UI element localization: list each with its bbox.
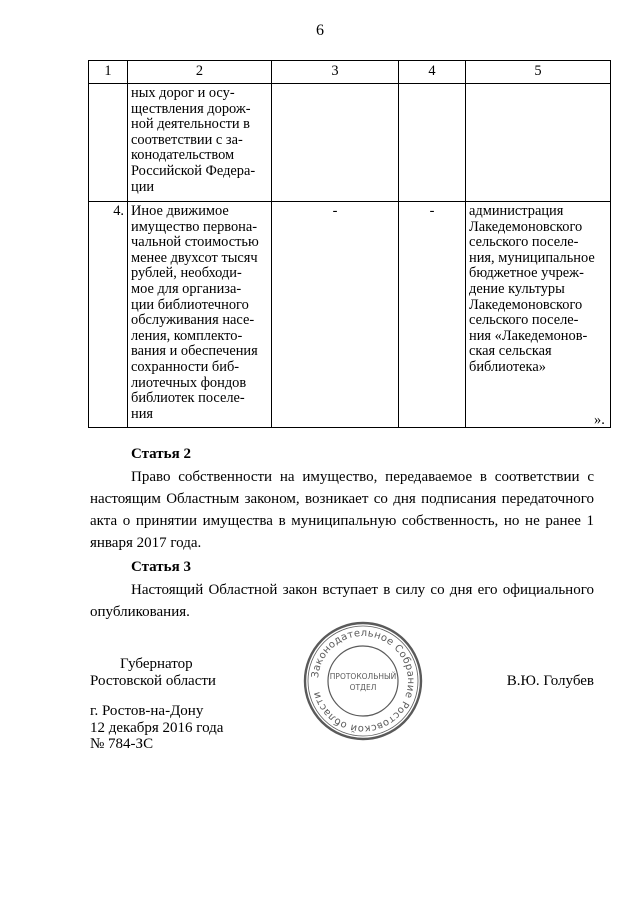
table-cell: - bbox=[272, 202, 399, 428]
table-header-row bbox=[89, 61, 611, 84]
official-stamp bbox=[302, 620, 424, 742]
article2-text: Право собственности на имущество, передаваемое в соответствии с настоящим Областным законом, возникает со дня подписания передаточного акта о принятии имущества в муниципальную собственность, но не ранее 1 января 2017 года. bbox=[90, 469, 594, 551]
recipient bbox=[466, 84, 611, 202]
signatory-name: В.Ю. Голубев bbox=[506, 673, 594, 689]
signatory-title-line2: Ростовской области bbox=[90, 673, 216, 689]
svg-text:Законодательное Собрание Росто bbox=[310, 628, 416, 734]
stamp-inner-line1: ПРОТОКОЛЬНЫЙ bbox=[329, 672, 397, 681]
stamp-outer-text: Законодательное Собрание Ростовской области bbox=[310, 627, 417, 735]
table-header-cell: 4 bbox=[399, 61, 466, 84]
recipient: администрация Лакедемоновского сельского поселе- ния, муниципальное бюджетное учреж- дение культуры Лакедемоновского сельского поселе- ния «Лакедемонов- ская сельская библиотека» bbox=[466, 202, 611, 428]
closing-quote: ». bbox=[594, 412, 605, 428]
signatory-title bbox=[90, 656, 216, 690]
table-row bbox=[89, 84, 611, 202]
property-name: Иное движимое имущество первона- чальной стоимостью менее двухсот тысяч рублей, необходи- мое для организа- ции библиотечного обслуживания насе- ления, комплекто- вания и обеспечения сохранности биб- лиотечных фондов библиотек поселе- ния bbox=[128, 202, 272, 428]
table-header-cell: 3 bbox=[272, 61, 399, 84]
table-header-cell: 5 bbox=[466, 61, 611, 84]
article2-heading: Статья 2 bbox=[131, 446, 191, 462]
article3-text: Настоящий Областной закон вступает в силу со дня его официального опубликования. bbox=[90, 582, 594, 620]
table-header-cell: 1 bbox=[89, 61, 128, 84]
table-header-cell: 2 bbox=[128, 61, 272, 84]
page-number: 6 bbox=[316, 22, 324, 39]
table-row bbox=[89, 202, 611, 428]
row-number: 4. bbox=[89, 202, 128, 428]
law-number: № 784-ЗС bbox=[90, 736, 154, 752]
table-cell bbox=[399, 84, 466, 202]
property-name: ных дорог и осу- ществления дорож- ной деятельности в соответствии с за- конодательством Российской Федера- ции bbox=[128, 84, 272, 202]
place-date-block bbox=[90, 703, 223, 753]
article3-heading: Статья 3 bbox=[131, 559, 191, 575]
table-cell: - bbox=[399, 202, 466, 428]
stamp-inner-line2: ОТДЕЛ bbox=[349, 683, 377, 692]
signatory-title-line1: Губернатор bbox=[120, 656, 193, 672]
city: г. Ростов-на-Дону bbox=[90, 703, 204, 719]
row-number bbox=[89, 84, 128, 202]
table-cell bbox=[272, 84, 399, 202]
property-table bbox=[88, 60, 611, 428]
date: 12 декабря 2016 года bbox=[90, 719, 224, 736]
